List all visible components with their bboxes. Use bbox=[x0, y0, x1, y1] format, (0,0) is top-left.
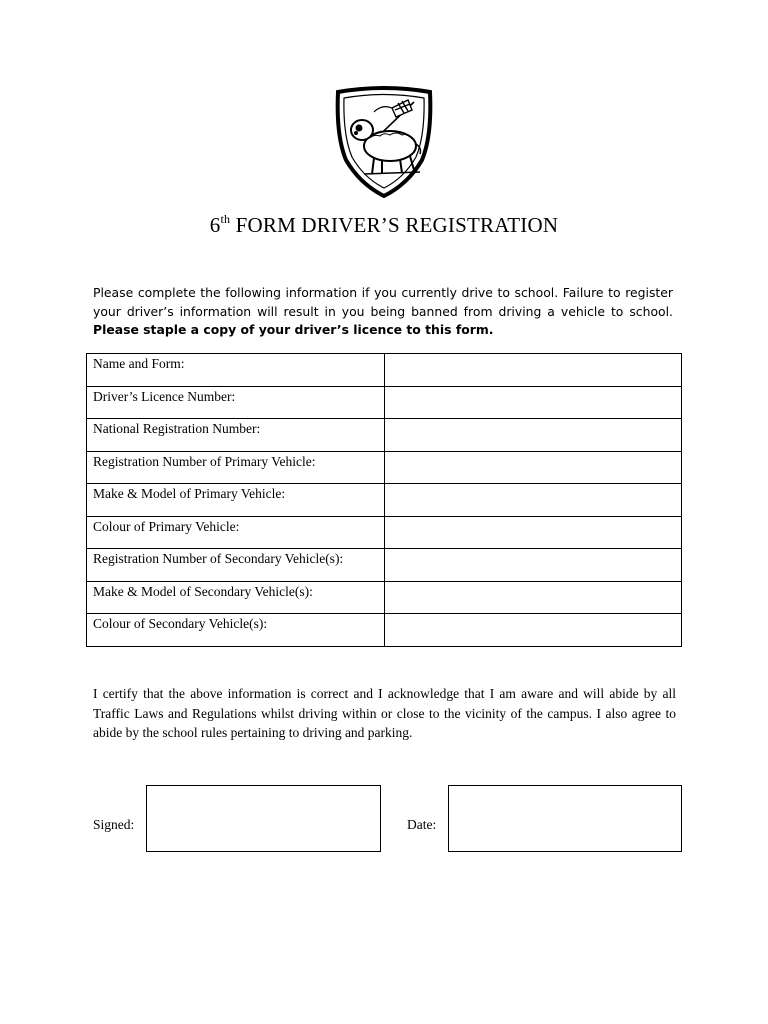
field-label: Colour of Primary Vehicle: bbox=[87, 516, 385, 549]
table-row bbox=[87, 614, 682, 647]
intro-bold-text: Please staple a copy of your driver’s licence to this form. bbox=[93, 322, 494, 337]
field-input-primary-colour[interactable] bbox=[385, 516, 682, 549]
signature-box[interactable] bbox=[146, 785, 381, 852]
field-label: Make & Model of Primary Vehicle: bbox=[87, 484, 385, 517]
title-number: 6 bbox=[209, 213, 221, 237]
table-row bbox=[87, 451, 682, 484]
field-label: Driver’s Licence Number: bbox=[87, 386, 385, 419]
title-rest: FORM DRIVER’S REGISTRATION bbox=[230, 213, 559, 237]
field-input-secondary-registration[interactable] bbox=[385, 549, 682, 582]
field-label: National Registration Number: bbox=[87, 419, 385, 452]
date-label: Date: bbox=[407, 817, 437, 832]
table-row bbox=[87, 419, 682, 452]
intro-paragraph bbox=[93, 284, 673, 340]
field-label: Registration Number of Secondary Vehicle(s): bbox=[87, 549, 385, 582]
school-crest-icon bbox=[334, 86, 434, 198]
field-input-primary-registration[interactable] bbox=[385, 451, 682, 484]
field-label: Make & Model of Secondary Vehicle(s): bbox=[87, 581, 385, 614]
certification-paragraph: I certify that the above information is correct and I acknowledge that I am aware and will abide by all Traffic Laws and Regulations whilst driving within or close to the vicinity of the campus. I also agree to abide by the school rules pertaining to driving and parking. bbox=[93, 686, 676, 740]
intro-text: Please complete the following information if you currently drive to school. Failure to register your driver’s information will result in you being banned from driving a vehicle to school. bbox=[93, 285, 673, 319]
table-row bbox=[87, 581, 682, 614]
table-row bbox=[87, 549, 682, 582]
field-input-secondary-make-model[interactable] bbox=[385, 581, 682, 614]
title-suffix: th bbox=[220, 212, 231, 226]
table-row bbox=[87, 516, 682, 549]
date-box[interactable] bbox=[448, 785, 682, 852]
field-label: Name and Form: bbox=[87, 354, 385, 387]
field-input-secondary-colour[interactable] bbox=[385, 614, 682, 647]
registration-table bbox=[86, 353, 682, 647]
field-input-primary-make-model[interactable] bbox=[385, 484, 682, 517]
field-label: Colour of Secondary Vehicle(s): bbox=[87, 614, 385, 647]
page-title bbox=[0, 212, 768, 238]
table-row bbox=[87, 484, 682, 517]
field-label: Registration Number of Primary Vehicle: bbox=[87, 451, 385, 484]
signed-label: Signed: bbox=[93, 817, 135, 832]
field-input-national-registration[interactable] bbox=[385, 419, 682, 452]
table-row bbox=[87, 354, 682, 387]
table-row bbox=[87, 386, 682, 419]
field-input-name-and-form[interactable] bbox=[385, 354, 682, 387]
field-input-licence-number[interactable] bbox=[385, 386, 682, 419]
